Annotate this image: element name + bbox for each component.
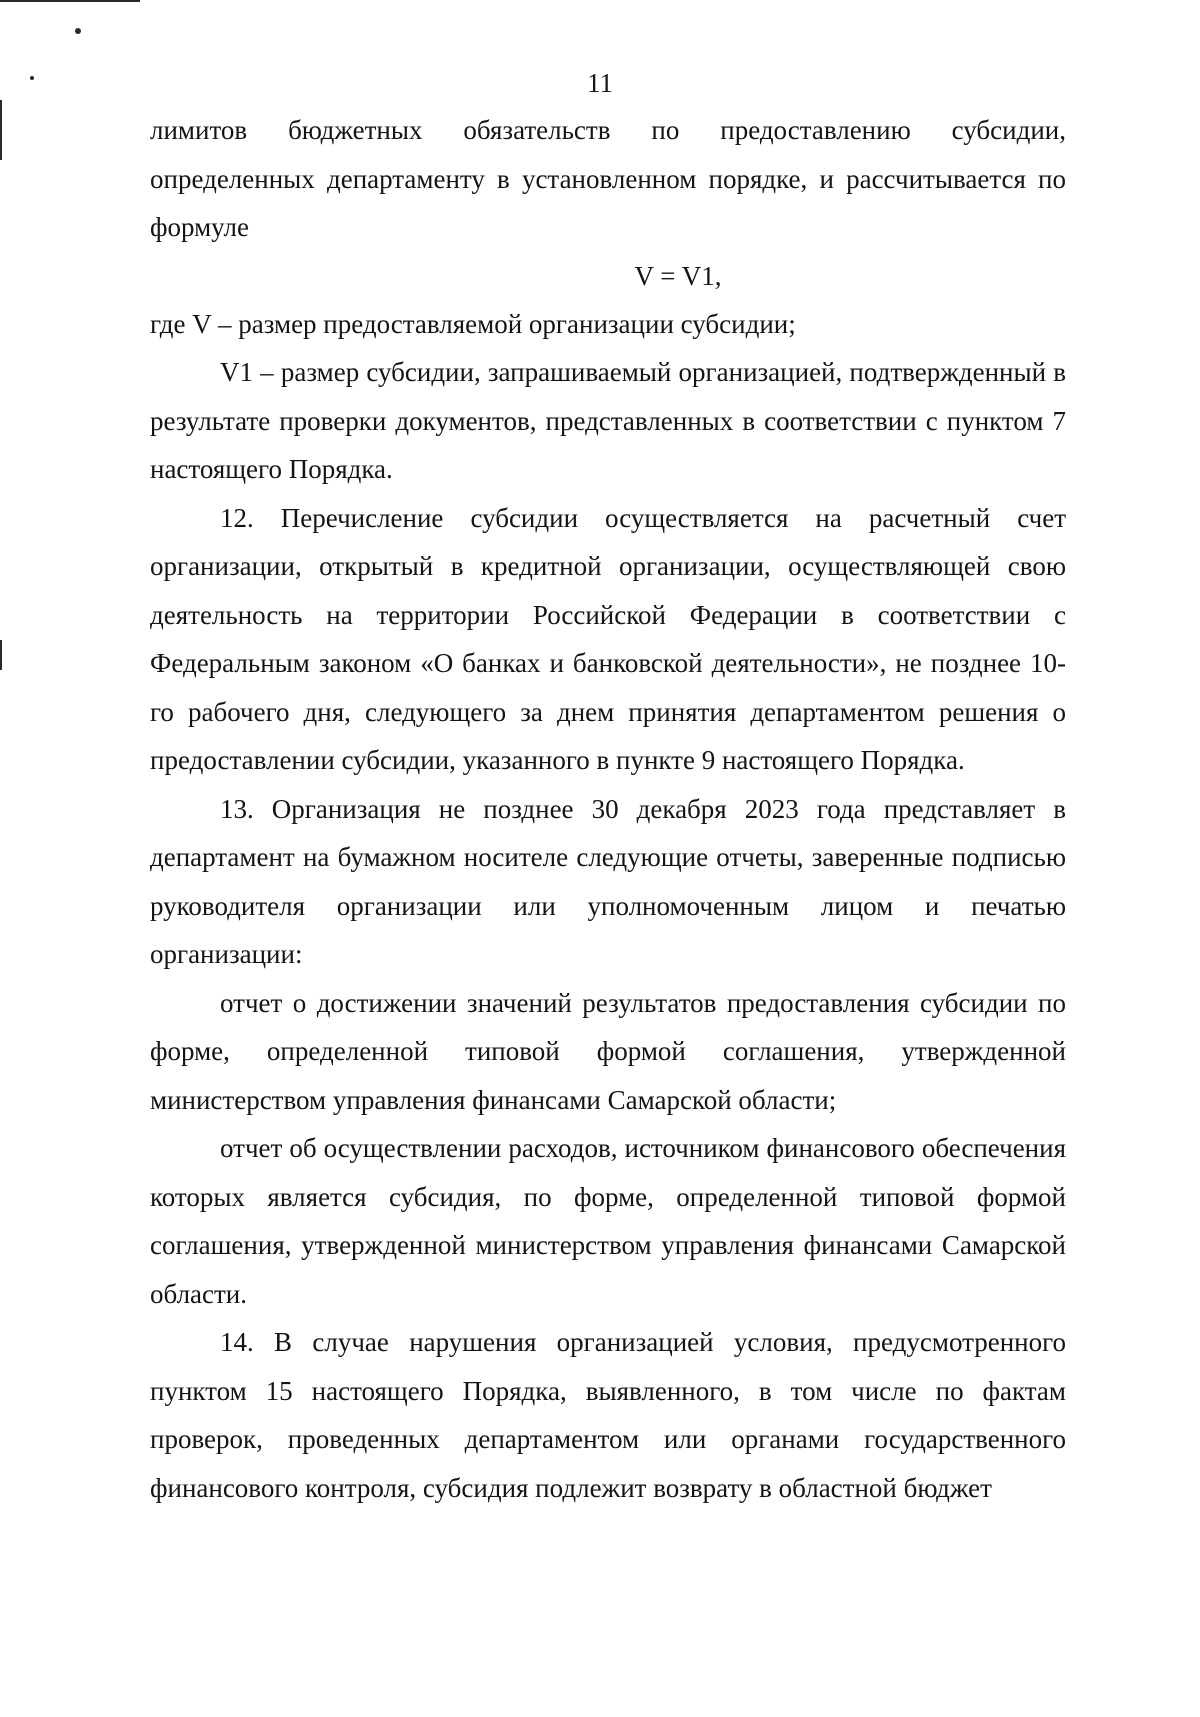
paragraph-13: 13. Организация не позднее 30 декабря 2023 года представляет в департамент на бумажном носителе следующие отчеты, заверенные подписью руководителя организации или уполномоченным лицом и печатью организации:	[150, 793, 1066, 969]
paragraph-12: 12. Перечисление субсидии осуществляется на расчетный счет организации, открытый в кредитной организации, осуществляющей свою деятельность на территории Российской Федерации в соответствии с Федеральным законом «О банках и банковской деятельности», не позднее 10-го рабочего дня, следующего за днем принятия департаментом решения о предоставлении субсидии, указанного в пункте 9 настоящего Порядка.	[150, 502, 1066, 775]
formula: V = V1,	[634, 260, 722, 291]
formula-legend-v: где V – размер предоставляемой организации субсидии;	[150, 308, 796, 339]
paragraph-14: 14. В случае нарушения организацией условия, предусмотренного пунктом 15 настоящего Порядка, выявленного, в том числе по фактам проверок, проведенных департаментом или органами государственного финансового контроля, субсидия подлежит возврату в областной бюджет	[150, 1327, 1066, 1503]
paragraph-13-report-2: отчет об осуществлении расходов, источником финансового обеспечения которых является субсидия, по форме, определенной типовой формой соглашения, утвержденной министерством управления финансами Самарской области.	[150, 1133, 1066, 1309]
formula-legend-v1: V1 – размер субсидии, запрашиваемый организацией, подтвержденный в результате проверки документов, представленных в соответствии с пунктом 7 настоящего Порядка.	[150, 357, 1066, 484]
scan-dot	[75, 28, 81, 34]
scan-edge-mark	[0, 0, 140, 2]
page-number: 11	[587, 68, 613, 98]
scan-edge-mark	[0, 640, 2, 670]
paragraph-13-report-1: отчет о достижении значений результатов предоставления субсидии по форме, определенной типовой формой соглашения, утвержденной министерством управления финансами Самарской области;	[150, 987, 1066, 1115]
scan-edge-mark	[0, 100, 2, 160]
paragraph-continuation: лимитов бюджетных обязательств по предоставлению субсидии, определенных департаменту в установленном порядке, и рассчитывается по формуле	[150, 115, 1066, 242]
document-body	[150, 106, 1066, 1512]
